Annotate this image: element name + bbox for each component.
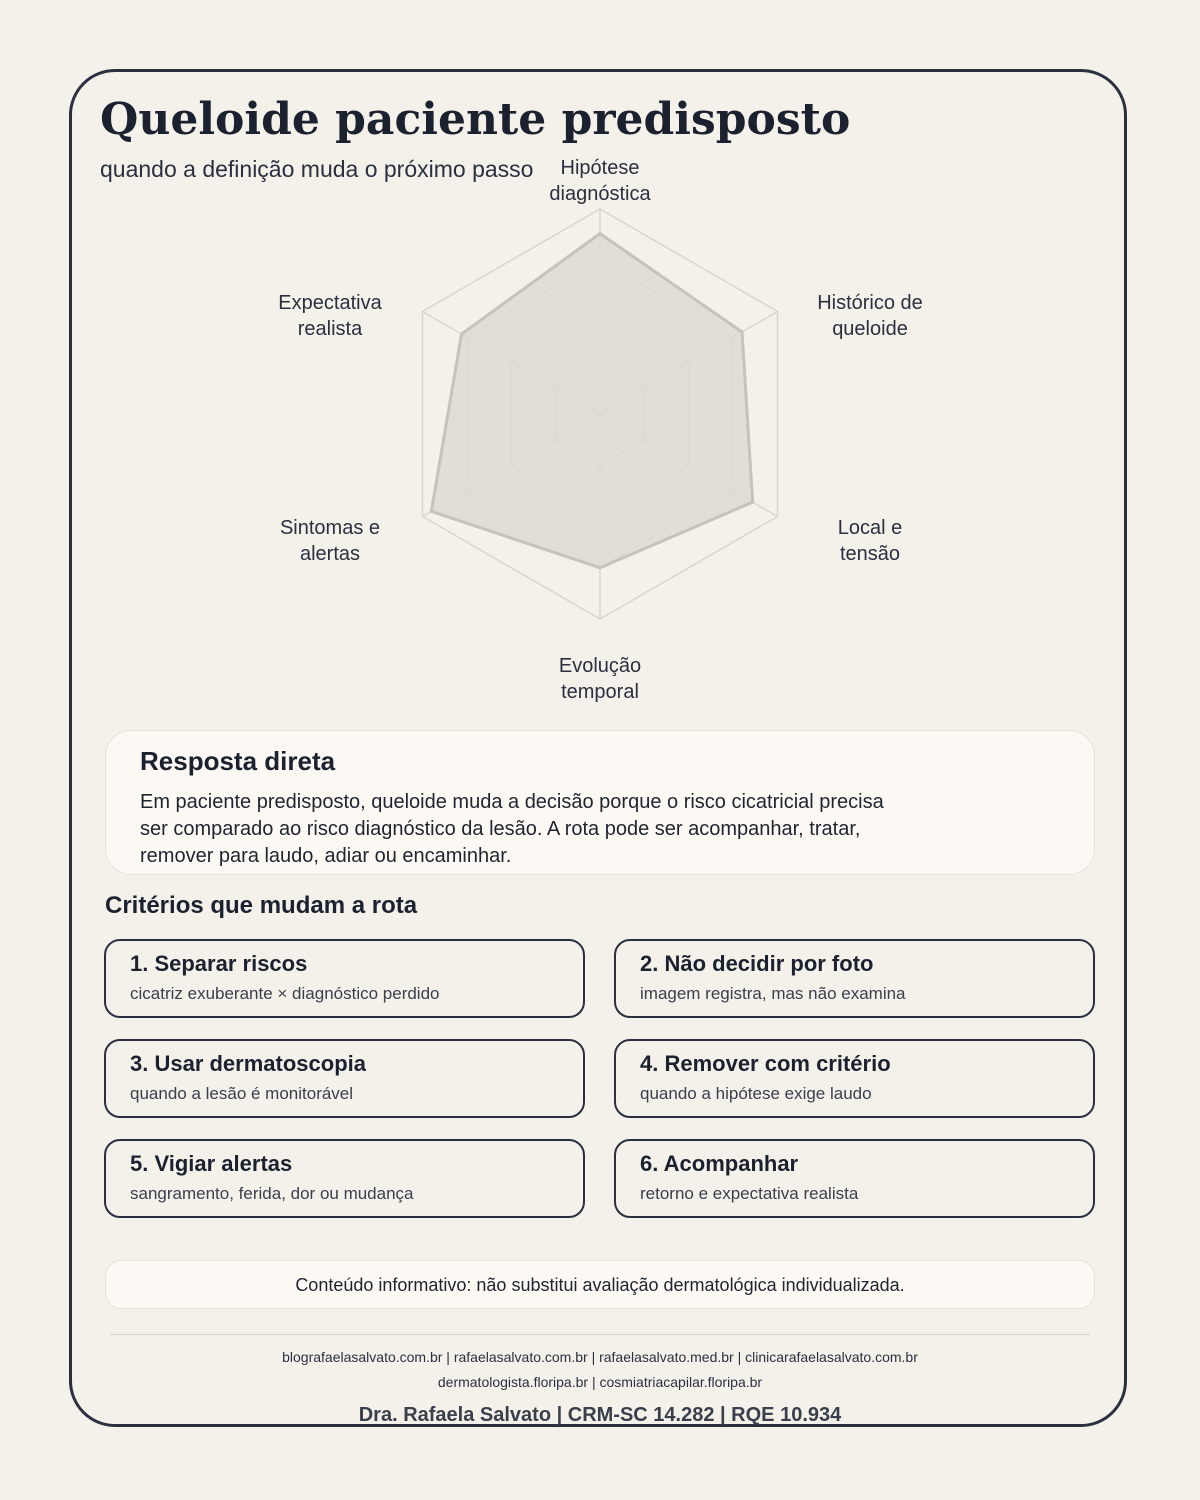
answer-card (105, 730, 1095, 875)
criteria-card (104, 939, 585, 1018)
axis-label-line: Hipótese (560, 157, 640, 179)
axis-label-hipotese (500, 155, 700, 207)
axis-label-line: Local e (837, 517, 903, 539)
answer-title: Resposta direta (140, 746, 336, 776)
axis-label-line: Histórico de (817, 292, 923, 314)
criteria-desc: cicatriz exuberante × diagnóstico perdido (130, 984, 440, 1003)
axis-label-line: realista (297, 318, 363, 340)
criteria-desc: sangramento, ferida, dor ou mudança (130, 1184, 414, 1203)
axis-label-line: Evolução (558, 655, 642, 677)
axis-label-evolucao (500, 653, 700, 705)
criteria-desc: quando a lesão é monitorável (130, 1084, 354, 1103)
footer-links[interactable]: dermatologista.floripa.br | cosmiatriacapilar.floripa.br (437, 1374, 763, 1390)
answer-text: Em paciente predisposto, queloide muda a decisão porque o risco cicatricial precisa ser comparado ao risco diagnóstico da lesão. A rota pode ser acompanhar, tratar, remover para laudo, adiar ou encaminhar. (140, 791, 884, 867)
axis-label-line: temporal (561, 681, 639, 703)
axis-label-sintomas (230, 515, 430, 567)
criteria-title: 3. Usar dermatoscopia (130, 1051, 366, 1076)
axis-label-historico (770, 290, 970, 342)
disclaimer-note: Conteúdo informativo: não substitui avaliação dermatológica individualizada. (105, 1260, 1095, 1309)
radar-chart (0, 0, 1200, 720)
criteria-card (104, 1039, 585, 1118)
axis-label-line: alertas (299, 543, 361, 565)
criteria-desc: imagem registra, mas não examina (640, 984, 906, 1003)
axis-label-local (770, 515, 970, 567)
page-title: Queloide paciente predisposto (100, 94, 851, 145)
axis-label-line: tensão (839, 543, 901, 565)
criteria-desc: quando a hipótese exige laudo (640, 1084, 872, 1103)
axis-label-line: queloide (832, 318, 908, 340)
criteria-heading: Critérios que mudam a rota (105, 892, 418, 919)
criteria-desc: retorno e expectativa realista (640, 1184, 859, 1203)
criteria-title: 5. Vigiar alertas (130, 1151, 293, 1176)
criteria-card (104, 1139, 585, 1218)
criteria-title: 4. Remover com critério (640, 1051, 891, 1076)
criteria-card (614, 1039, 1095, 1118)
criteria-card (614, 1139, 1095, 1218)
criteria-title: 2. Não decidir por foto (640, 951, 874, 976)
footer-links[interactable]: blografaelasalvato.com.br | rafaelasalvato.com.br | rafaelasalvato.med.br | clinicarafaelasalvato.com.br (282, 1349, 918, 1365)
axis-label-line: Expectativa (278, 292, 382, 314)
criteria-title: 6. Acompanhar (640, 1151, 799, 1176)
criteria-card (614, 939, 1095, 1018)
radar-data-polygon (431, 234, 752, 568)
axis-label-expectativa (230, 290, 430, 342)
author-signature: Dra. Rafaela Salvato | CRM-SC 14.282 | RQE 10.934 (358, 1404, 842, 1426)
page-subtitle: quando a definição muda o próximo passo (100, 156, 534, 182)
axis-label-line: diagnóstica (549, 183, 651, 205)
footer-divider (110, 1334, 1090, 1335)
axis-label-line: Sintomas e (279, 517, 381, 539)
criteria-title: 1. Separar riscos (130, 951, 308, 976)
